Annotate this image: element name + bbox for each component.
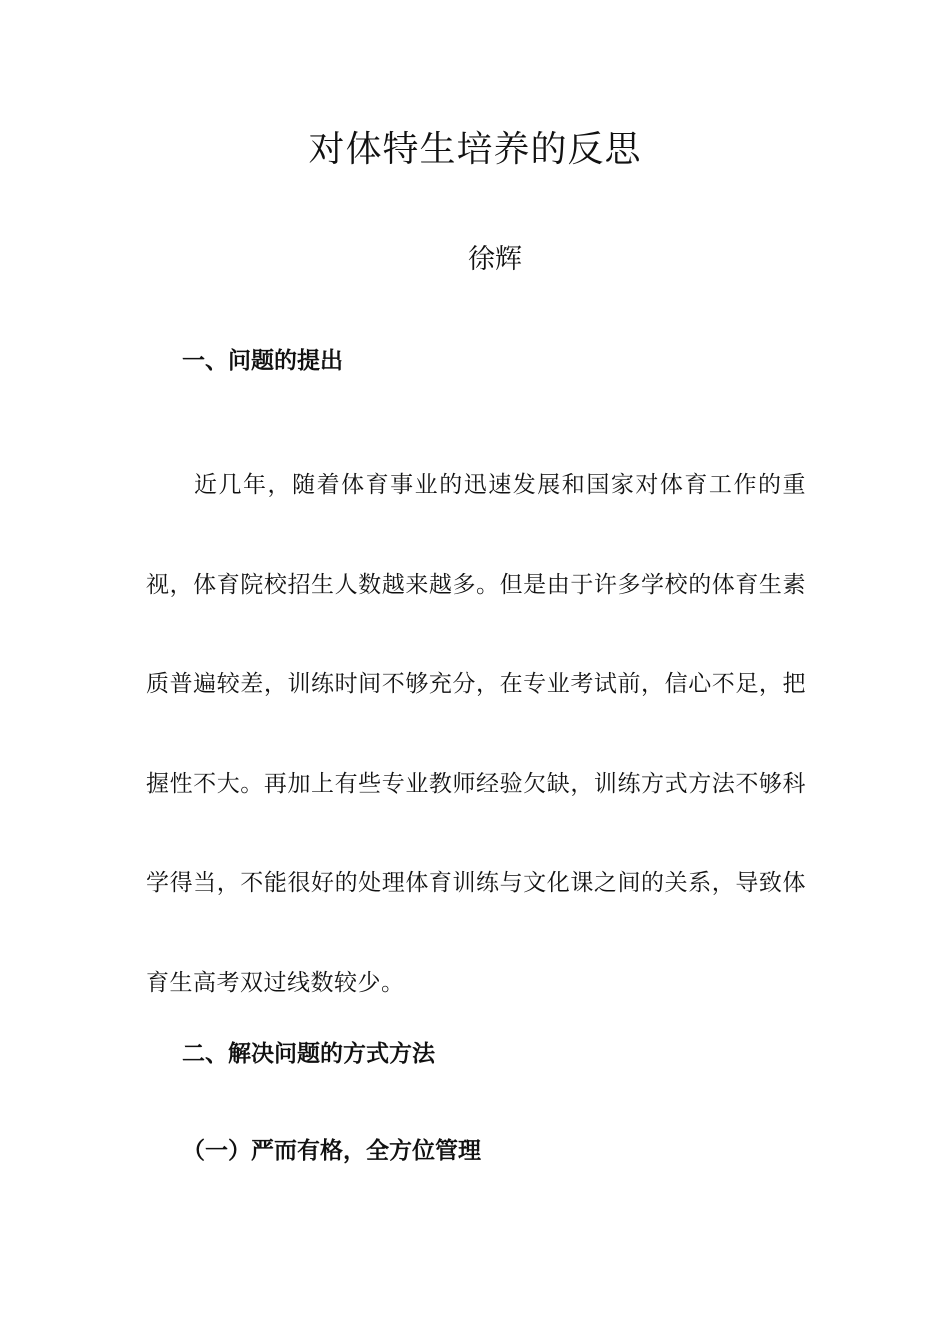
- document-title: 对体特生培养的反思: [308, 129, 642, 170]
- section-1-paragraph: 近几年，随着体育事业的迅速发展和国家对体育工作的重视，体育院校招生人数越来越多。但是由于许多学校的体育生素质普遍较差，训练时间不够充分，在专业考试前，信心不足，把握性不大。再加上有些专业教师经验欠缺，训练方式方法不够科学得当，不能很好的处理体育训练与文化课之间的关系，导致体育生高考双过线数较少。: [146, 472, 806, 996]
- subsection-heading-1: （一）严而有格，全方位管理: [182, 1137, 481, 1164]
- section-heading-1: 一、问题的提出: [182, 347, 343, 374]
- document-author: 徐辉: [468, 244, 522, 275]
- section-heading-2: 二、解决问题的方式方法: [182, 1040, 435, 1067]
